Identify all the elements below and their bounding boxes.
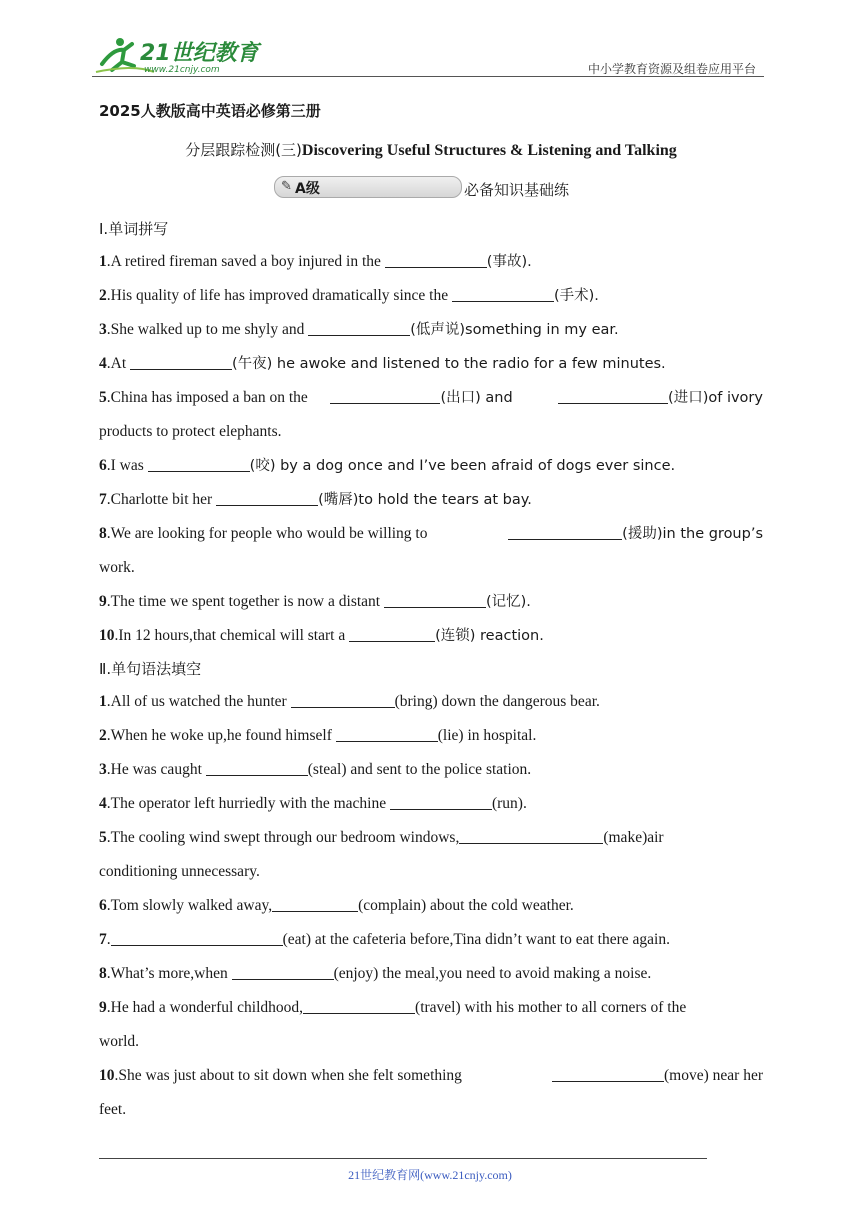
question-row: 3.She walked up to me shyly and (低声说)something in my ear. [99,321,619,338]
answer-blank[interactable] [216,491,318,506]
question-row: 2.When he woke up,he found himself (lie) in hospital. [99,727,537,744]
header-platform-text: 中小学教育资源及组卷应用平台 [587,62,756,76]
site-logo [94,34,264,76]
answer-blank[interactable] [558,389,668,404]
answer-blank[interactable] [385,253,487,268]
question-row-continued: feet. [99,1101,127,1118]
question-row: 6.I was (咬) by a dog once and I’ve been afraid of dogs ever since. [99,457,676,474]
answer-blank[interactable] [452,287,554,302]
question-row: 3.He was caught (steal) and sent to the police station. [99,761,532,778]
subtitle-cn: 分层跟踪检测(三) [185,141,302,159]
subtitle-en: Discovering Useful Structures & Listening and Talking [301,142,677,159]
level-badge-label: A级 [295,181,320,197]
question-row: 9.He had a wonderful childhood, (travel) with his mother to all corners of the [99,999,687,1016]
answer-blank[interactable] [349,627,435,642]
answer-blank[interactable] [330,389,440,404]
question-row: 10.She was just about to sit down when she felt something (move) near her [99,1067,763,1084]
answer-blank[interactable] [508,525,622,540]
question-row: 4.The operator left hurriedly with the machine (run). [99,795,527,812]
question-row: 10.In 12 hours,that chemical will start a (连锁) reaction. [99,627,544,644]
question-row-continued: products to protect elephants. [99,423,282,440]
footer-divider [99,1158,707,1159]
answer-blank[interactable] [384,593,486,608]
question-row-continued: work. [99,559,135,576]
answer-blank[interactable] [308,321,410,336]
question-row-continued: world. [99,1033,140,1050]
answer-blank[interactable] [130,355,232,370]
book-title: 2025人教版高中英语必修第三册 [99,102,321,120]
svg-text:www.21cnjy.com: www.21cnjy.com [144,65,220,75]
page-header [92,30,764,78]
answer-blank[interactable] [459,829,603,844]
question-row: 8.What’s more,when (enjoy) the meal,you need to avoid making a noise. [99,965,652,982]
question-row: 9.The time we spent together is now a distant (记忆). [99,593,531,610]
answer-blank[interactable] [336,727,438,742]
answer-blank[interactable] [303,999,415,1014]
question-row: 5.China has imposed a ban on the (出口) and (进口)of ivory [99,389,763,406]
question-row: 7. (eat) at the cafeteria before,Tina didn’t want to eat there again. [99,931,670,948]
question-row: 8.We are looking for people who would be willing to (援助)in the group’s [99,525,763,542]
level-badge [274,176,462,198]
svg-text:21世纪教育: 21世纪教育 [140,41,259,66]
question-row-continued: conditioning unnecessary. [99,863,260,880]
answer-blank[interactable] [232,965,334,980]
section-heading-grammar: Ⅱ.单句语法填空 [99,660,202,678]
question-row: 7.Charlotte bit her (嘴唇)to hold the tears at bay. [99,491,532,508]
answer-blank[interactable] [272,897,358,912]
answer-blank[interactable] [111,931,283,946]
level-description: 必备知识基础练 [464,181,570,199]
answer-blank[interactable] [206,761,308,776]
pen-icon: ✎ [281,178,292,193]
answer-blank[interactable] [552,1067,664,1082]
answer-blank[interactable] [148,457,250,472]
worksheet-subtitle [99,139,763,160]
question-row: 1.All of us watched the hunter (bring) down the dangerous bear. [99,693,600,710]
question-row: 5.The cooling wind swept through our bedroom windows, (make)air [99,829,664,846]
question-row: 1.A retired fireman saved a boy injured in the (事故). [99,253,532,270]
answer-blank[interactable] [291,693,395,708]
answer-blank[interactable] [390,795,492,810]
header-divider [92,76,764,77]
question-row: 6.Tom slowly walked away, (complain) about the cold weather. [99,897,574,914]
question-row: 4.At (午夜) he awoke and listened to the radio for a few minutes. [99,355,666,372]
footer-site-text: 21世纪教育网(www.21cnjy.com) [348,1168,512,1182]
section-heading-vocabulary: Ⅰ.单词拼写 [99,220,169,238]
question-row: 2.His quality of life has improved dramatically since the (手术). [99,287,599,304]
